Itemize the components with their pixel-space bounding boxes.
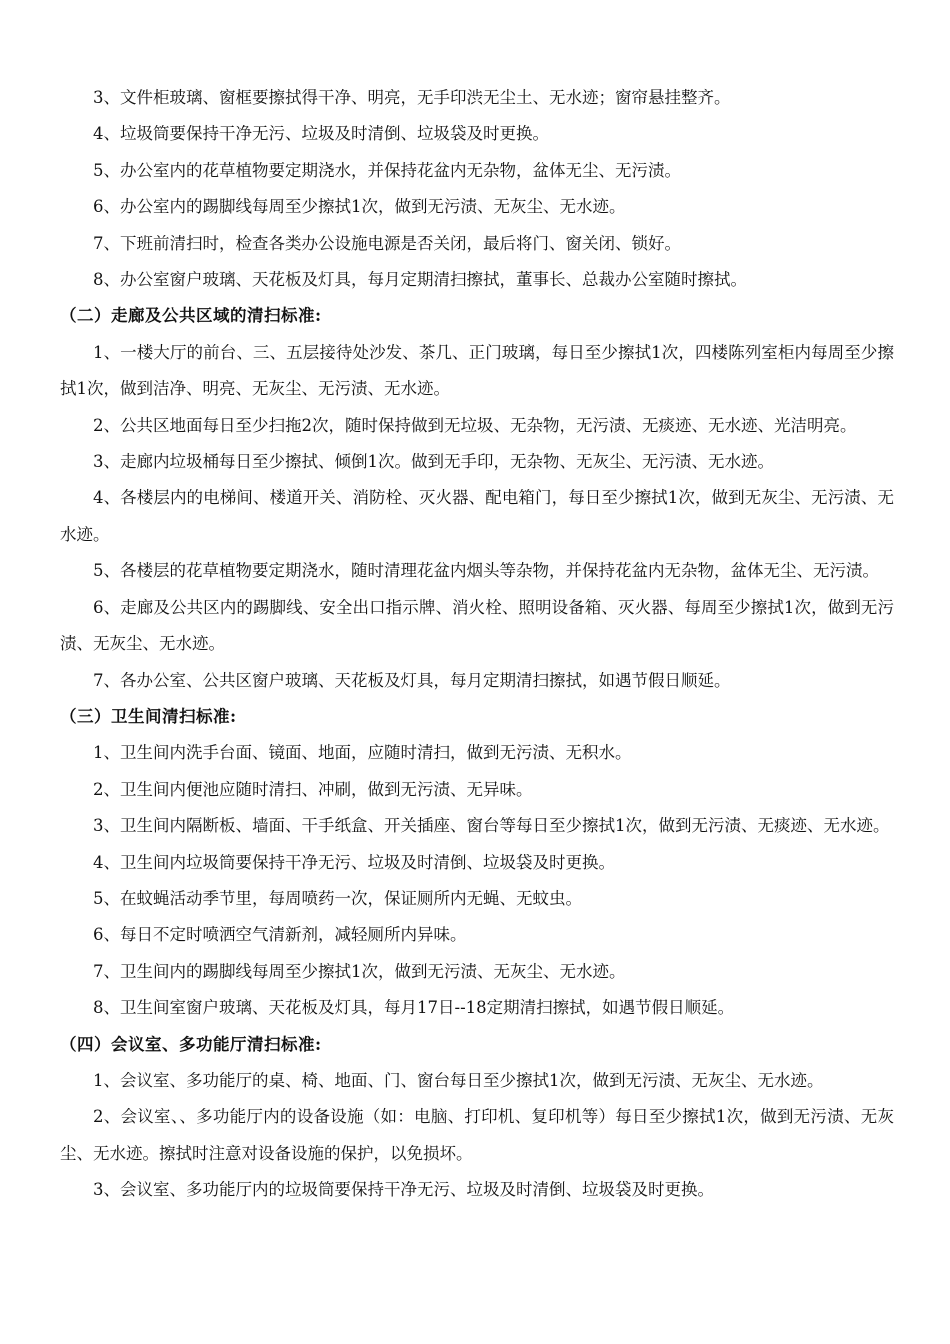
- paragraph: 6、办公室内的踢脚线每周至少擦拭1次，做到无污渍、无灰尘、无水迹。: [93, 197, 626, 217]
- paragraph: 7、卫生间内的踢脚线每周至少擦拭1次，做到无污渍、无灰尘、无水迹。: [93, 961, 626, 981]
- paragraph: 7、下班前清扫时，检查各类办公设施电源是否关闭，最后将门、窗关闭、锁好。: [93, 233, 681, 253]
- paragraph: 4、垃圾筒要保持干净无污、垃圾及时清倒、垃圾袋及时更换。: [93, 124, 549, 144]
- paragraph: 3、走廊内垃圾桶每日至少擦拭、倾倒1次。做到无手印，无杂物、无灰尘、无污渍、无水迹。: [93, 452, 774, 472]
- paragraph: 5、各楼层的花草植物要定期浇水，随时清理花盆内烟头等杂物，并保持花盆内无杂物，盆体无尘、无污渍。: [93, 561, 879, 581]
- paragraph: 1、会议室、多功能厅的桌、椅、地面、门、窗台每日至少擦拭1次，做到无污渍、无灰尘、无水迹。: [93, 1070, 824, 1090]
- paragraph: 3、文件柜玻璃、窗框要擦拭得干净、明亮，无手印渋无尘土、无水迹；窗帘悬挂整齐。: [93, 88, 731, 107]
- paragraph: 7、各办公室、公共区窗户玻璃、天花板及灯具，每月定期清扫擦拭，如遇节假日顺延。: [93, 670, 731, 690]
- paragraph: 6、每日不定时喷洒空气清新剂，减轻厕所内异味。: [93, 925, 467, 945]
- paragraph: 3、卫生间内隔断板、墙面、干手纸盒、开关插座、窗台等每日至少擦拭1次，做到无污渍、无痰迹、无水迹。: [93, 816, 890, 836]
- section-heading: （三）卫生间清扫标准:: [60, 706, 237, 726]
- paragraph: 2、公共区地面每日至少扫拖2次，随时保持做到无垃圾、无杂物，无污渍、无痰迹、无水迹、光洁明亮。: [93, 415, 857, 435]
- paragraph: 3、会议室、多功能厅内的垃圾筒要保持干净无污、垃圾及时清倒、垃圾袋及时更换。: [93, 1180, 714, 1200]
- paragraph: 1、一楼大厅的前台、三、五层接待处沙发、茶几、正门玻璃，每日至少擦拭1次，四楼陈列室柜内每周至少擦拭1次，做到洁净、明亮、无灰尘、无污渍、无水迹。: [60, 342, 894, 399]
- paragraph: 2、会议室、、多功能厅内的设备设施（如：电脑、打印机、复印机等）每日至少擦拭1次，做到无污渍、无灰尘、无水迹。擦拭时注意对设备设施的保护，以免损坏。: [60, 1107, 894, 1163]
- paragraph: 5、办公室内的花草植物要定期浇水，并保持花盆内无杂物，盆体无尘、无污渍。: [93, 160, 681, 180]
- paragraph: 4、卫生间内垃圾筒要保持干净无污、垃圾及时清倒、垃圾袋及时更换。: [93, 852, 615, 872]
- paragraph: 6、走廊及公共区内的踢脚线、安全出口指示牌、消火栓、照明设备箱、灭火器、每周至少擦拭1次，做到无污渍、无灰尘、无水迹。: [60, 597, 894, 654]
- paragraph: 1、卫生间内洗手台面、镜面、地面，应随时清扫，做到无污渍、无积水。: [93, 743, 632, 763]
- section-heading: （二）走廊及公共区域的清扫标准:: [60, 306, 322, 326]
- paragraph: 8、办公室窗户玻璃、天花板及灯具，每月定期清扫擦拭，董事长、总裁办公室随时擦拭。: [93, 270, 747, 290]
- section-heading: （四）会议室、多功能厅清扫标准:: [60, 1034, 322, 1054]
- paragraph: 5、在蚊蝇活动季节里，每周喷药一次，保证厕所内无蝇、无蚊虫。: [93, 888, 582, 908]
- paragraph: 4、各楼层内的电梯间、楼道开关、消防栓、灭火器、配电箱门，每日至少擦拭1次，做到无灰尘、无污渍、无水迹。: [60, 488, 894, 544]
- paragraph: 8、卫生间室窗户玻璃、天花板及灯具，每月17日--18定期清扫擦拭，如遇节假日顺延。: [93, 998, 735, 1018]
- paragraph: 2、卫生间内便池应随时清扫、冲刷，做到无污渍、无异味。: [93, 779, 533, 799]
